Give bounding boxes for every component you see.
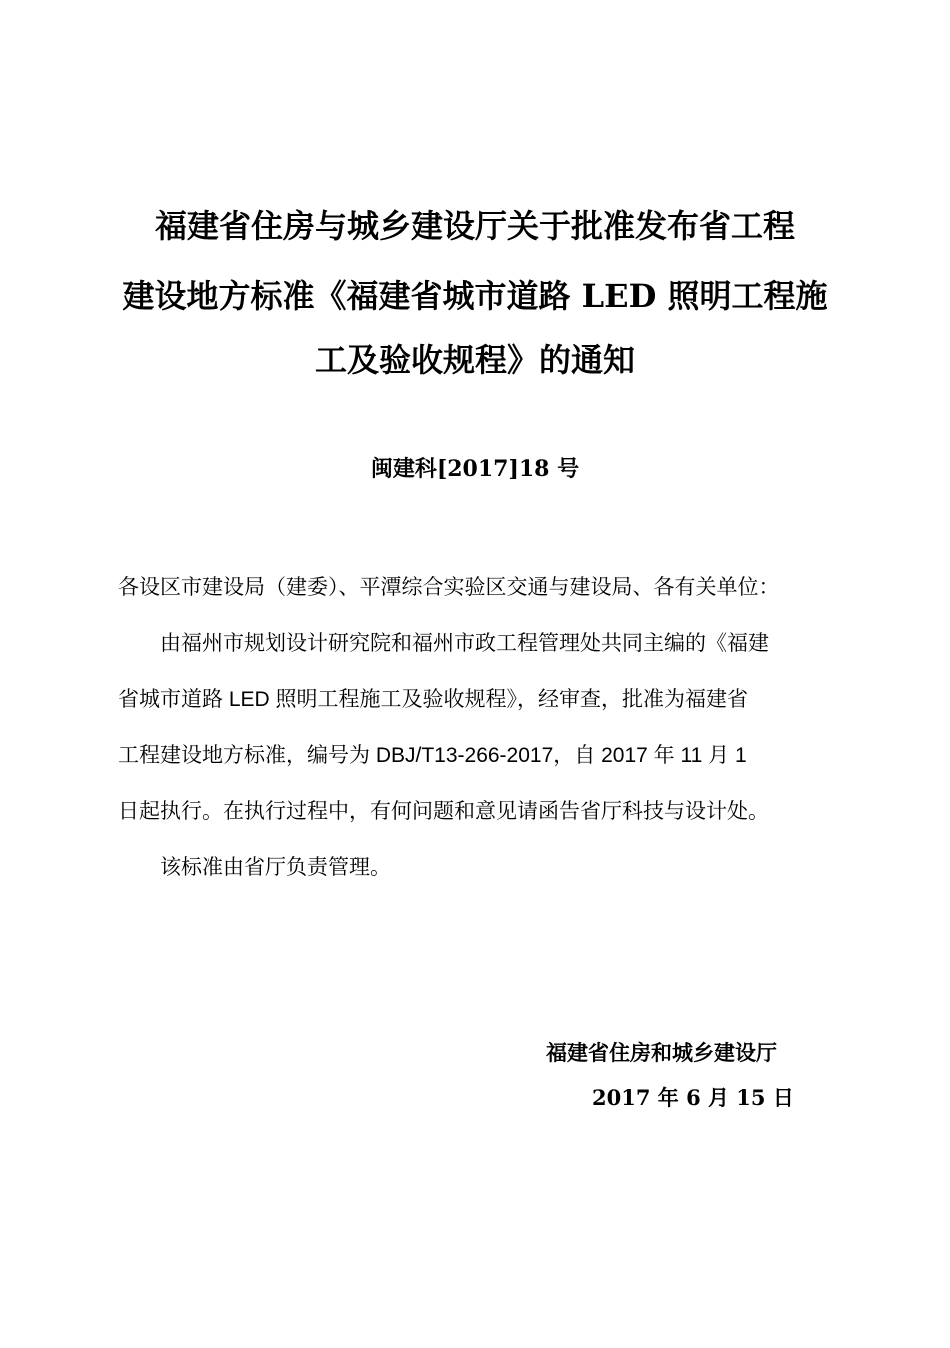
addressee: 各设区市建设局（建委）、平潭综合实验区交通与建设局、各有关单位： [118,576,780,599]
body-line-2: 省城市道路 LED 照明工程施工及验收规程》，经审查，批准为福建省 [118,688,749,711]
title-line-2: 建设地方标准《福建省城市道路 LED 照明工程施 [122,277,828,315]
title-line-1: 福建省住房与城乡建设厅关于批准发布省工程 [154,207,795,245]
closing-line: 该标准由省厅负责管理。 [160,856,391,879]
body-line-3: 工程建设地方标准，编号为 DBJ/T13-266-2017，自 2017 年 11 月 1 [118,744,747,767]
document-number: 闽建科[2017]18 号 [370,456,580,482]
body-line-4: 日起执行。在执行过程中，有何问题和意见请函告省厅科技与设计处。 [118,800,769,823]
body-line-1: 由福州市规划设计研究院和福州市政工程管理处共同主编的《福建 [160,632,769,655]
signature-organization: 福建省住房和城乡建设厅 [546,1041,777,1065]
signature-date: 2017 年 6 月 15 日 [592,1085,794,1110]
title-line-3: 工及验收规程》的通知 [314,341,635,379]
